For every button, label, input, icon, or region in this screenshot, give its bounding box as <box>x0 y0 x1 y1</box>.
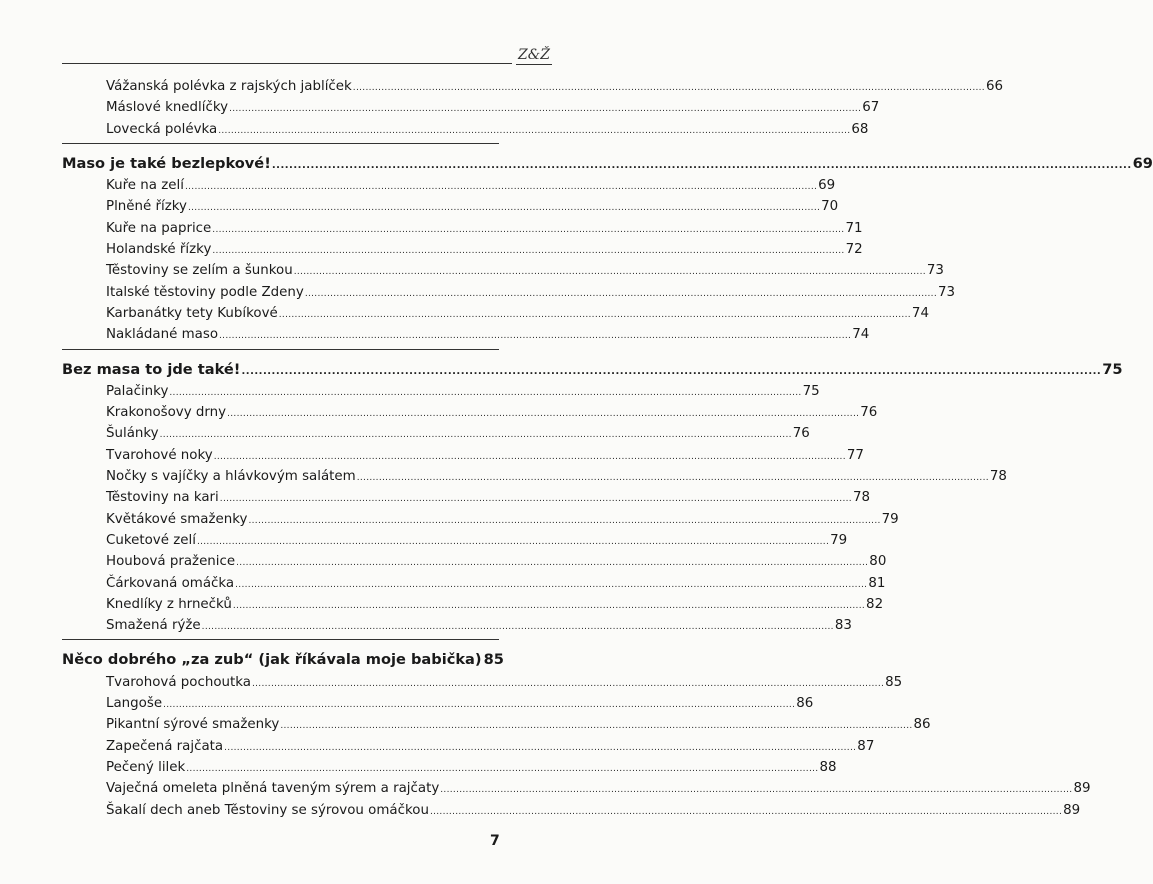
toc-item-page: 67 <box>862 100 880 116</box>
toc-item-label: Šakalí dech aneb Těstoviny se sýrovou omáčkou <box>106 802 429 818</box>
toc-item <box>62 220 863 242</box>
toc-item-label: Kuře na paprice <box>106 220 212 236</box>
toc-item-page: 79 <box>830 532 848 548</box>
page-number: 7 <box>490 833 500 849</box>
toc-item-page: 75 <box>802 383 820 399</box>
toc-item <box>62 596 884 618</box>
toc-item-label: Karbanátky tety Kubíkové <box>106 305 278 321</box>
dot-leader: ........................................................................................................................................................................................................ <box>224 742 857 753</box>
toc-item <box>62 802 1081 824</box>
dot-leader: ........................................................................................................................................................................................................ <box>196 536 830 547</box>
dot-leader: ........................................................................................................................................................................................................ <box>440 785 1073 796</box>
toc-item-label: Nakládané maso <box>106 327 219 343</box>
toc-item <box>62 447 864 469</box>
toc-item-page: 74 <box>911 305 929 321</box>
toc-item-page: 74 <box>852 327 870 343</box>
section-block <box>62 639 1091 823</box>
toc-item <box>62 305 929 327</box>
toc-item-label: Pikantní sýrové smaženky <box>106 717 280 733</box>
toc-item <box>62 717 931 738</box>
toc-item <box>62 511 899 533</box>
dot-leader: ........................................................................................................................................................................................................ <box>229 104 862 115</box>
section-block <box>62 143 1153 349</box>
toc-item-page: 85 <box>885 674 903 690</box>
intro-block <box>62 79 1004 143</box>
toc-item-page: 73 <box>926 263 944 279</box>
section-heading <box>62 154 1153 178</box>
dot-leader: ........................................................................................................................................................................................................ <box>248 515 881 526</box>
toc-item-label: Tvarohová pochoutka <box>106 674 251 690</box>
dot-leader: ........................................................................................................................................................................................................ <box>236 558 869 569</box>
toc-item-label: Těstoviny na kari <box>106 490 219 506</box>
dot-leader: ........................................................................................................................................................................................................ <box>218 125 851 136</box>
dot-leader: ........................................................................................................................................................................................................ <box>235 579 868 590</box>
toc-item-page: 80 <box>869 554 887 570</box>
toc-item <box>62 674 903 696</box>
dot-leader: ........................................................................................................................................................................................................ <box>352 83 985 93</box>
section-title: Něco dobrého „za zub“ (jak říkávala moje babička) <box>62 651 482 669</box>
toc-item-label: Zapečená rajčata <box>106 738 224 754</box>
toc-item <box>62 327 870 348</box>
toc-item <box>62 263 944 284</box>
toc-item-page: 86 <box>913 717 931 733</box>
toc-item-page: 83 <box>834 618 852 634</box>
section-page: 69 <box>1132 154 1153 172</box>
section-page: 85 <box>483 651 504 669</box>
toc-item-label: Těstoviny se zelím a šunkou <box>106 263 293 279</box>
toc-item-label: Holandské řízky <box>106 242 212 258</box>
section-block <box>62 349 1123 640</box>
dot-leader: ........................................................................................................................................................................................................ <box>186 763 819 774</box>
toc-item-label: Vážanská polévka z rajských jablíček <box>106 79 352 94</box>
toc-item <box>62 383 820 405</box>
toc-item <box>62 121 869 143</box>
toc-item-label: Tvarohové noky <box>106 447 213 463</box>
toc-item-label: Italské těstoviny podle Zdeny <box>106 284 304 300</box>
dot-leader: ........................................................................................................................................................................................................ <box>219 494 852 505</box>
dot-leader: ........................................................................................................................................................................................................ <box>278 309 911 320</box>
toc-item-label: Čárkovaná omáčka <box>106 575 235 591</box>
toc-item-label: Pečený lilek <box>106 759 186 775</box>
dot-leader: ........................................................................................................................................................................................................ <box>232 600 866 611</box>
dot-leader: ........................................................................................................................................................................................................ <box>187 203 821 214</box>
dot-leader: ........................................................................................................................................................................................................ <box>201 622 834 633</box>
toc-item-label: Vaječná omeleta plněná taveným sýrem a rajčaty <box>106 781 440 797</box>
toc-item-label: Lovecká polévka <box>106 121 218 137</box>
section-title: Bez masa to jde také! <box>62 360 241 378</box>
toc-item <box>62 100 880 121</box>
toc-item-label: Nočky s vajíčky a hlávkovým salátem <box>106 469 356 485</box>
toc-item-label: Šulánky <box>106 426 159 442</box>
toc-item-page: 82 <box>866 596 884 612</box>
toc-item-label: Houbová praženice <box>106 554 236 570</box>
toc-item <box>62 618 852 639</box>
dot-leader: ........................................................................................................................................................................................................ <box>212 224 845 235</box>
toc-item-page: 69 <box>818 178 836 194</box>
toc-item <box>62 532 848 554</box>
section-heading <box>62 360 1123 384</box>
dot-leader: ........................................................................................................................................................................................................ <box>293 267 926 278</box>
toc-item-label: Cuketové zelí <box>106 532 196 548</box>
toc-item-page: 73 <box>938 284 956 300</box>
dot-leader: ........................................................................................................................................................................................................ <box>227 409 860 420</box>
toc-item-label: Langoše <box>106 696 163 712</box>
toc-item <box>62 696 814 717</box>
toc-item-label: Krakonošovy drny <box>106 405 227 421</box>
toc-item <box>62 781 1091 802</box>
toc-item-page: 78 <box>989 469 1007 485</box>
toc-item <box>62 738 875 760</box>
dot-leader: ........................................................................................................................................................................................................ <box>159 430 792 441</box>
dot-leader: ........................................................................................................................................................................................................ <box>184 182 818 193</box>
dot-leader: ........................................................................................................................................................................................................ <box>429 806 1063 817</box>
toc-item-label: Plněné řízky <box>106 199 187 215</box>
toc-item <box>62 554 887 575</box>
toc-item-page: 72 <box>845 242 863 258</box>
toc-item-page: 78 <box>852 490 870 506</box>
dot-leader: ........................................................................................................................................................................................................ <box>304 288 937 299</box>
toc-item-label: Smažená rýže <box>106 618 201 634</box>
dot-leader: ........................................................................................................................................................................................................ <box>280 721 913 732</box>
toc-item-page: 71 <box>845 220 863 236</box>
toc-item-page: 86 <box>796 696 814 712</box>
header-mark: Z&Ž <box>518 47 550 63</box>
toc-item-label: Kuře na zelí <box>106 178 184 194</box>
toc-item <box>62 284 956 306</box>
toc-item-label: Knedlíky z hrnečků <box>106 596 232 612</box>
toc-item-page: 66 <box>985 79 1004 94</box>
toc-item-page: 87 <box>857 738 875 754</box>
dot-leader: ........................................................................................................................................................................................................ <box>271 159 1132 171</box>
section-title: Maso je také bezlepkové! <box>62 154 271 172</box>
toc-item-label: Květákové smaženky <box>106 511 248 527</box>
table-of-contents <box>62 79 1153 824</box>
toc-item <box>62 405 878 426</box>
toc-item <box>62 426 810 447</box>
toc-item <box>62 199 839 220</box>
header-rule <box>62 63 512 64</box>
dot-leader: ........................................................................................................................................................................................................ <box>251 678 885 689</box>
toc-item-page: 70 <box>821 199 839 215</box>
toc-item-label: Palačinky <box>106 383 169 399</box>
dot-leader: ........................................................................................................................................................................................................ <box>219 331 852 342</box>
toc-item-page: 89 <box>1063 802 1081 818</box>
dot-leader: ........................................................................................................................................................................................................ <box>213 451 846 462</box>
dot-leader: ........................................................................................................................................................................................................ <box>241 365 1102 377</box>
toc-item-page: 81 <box>868 575 886 591</box>
toc-item <box>62 242 863 263</box>
toc-item-page: 88 <box>819 759 837 775</box>
section-heading <box>62 651 504 674</box>
dot-leader: ........................................................................................................................................................................................................ <box>212 246 845 257</box>
toc-item-page: 77 <box>846 447 864 463</box>
toc-item <box>62 79 1004 100</box>
toc-item <box>62 469 1007 490</box>
dot-leader: ........................................................................................................................................................................................................ <box>356 473 989 484</box>
toc-item-page: 89 <box>1073 781 1091 797</box>
dot-leader: ........................................................................................................................................................................................................ <box>163 700 796 711</box>
toc-item-page: 79 <box>881 511 899 527</box>
toc-item <box>62 575 886 597</box>
section-page: 75 <box>1102 360 1123 378</box>
toc-item <box>62 178 836 199</box>
dot-leader: ........................................................................................................................................................................................................ <box>169 387 802 398</box>
toc-item-page: 76 <box>860 405 878 421</box>
toc-item-page: 76 <box>792 426 810 442</box>
toc-item-label: Máslové knedlíčky <box>106 100 229 116</box>
toc-item <box>62 490 870 511</box>
toc-item-page: 68 <box>851 121 869 137</box>
toc-item <box>62 759 837 781</box>
